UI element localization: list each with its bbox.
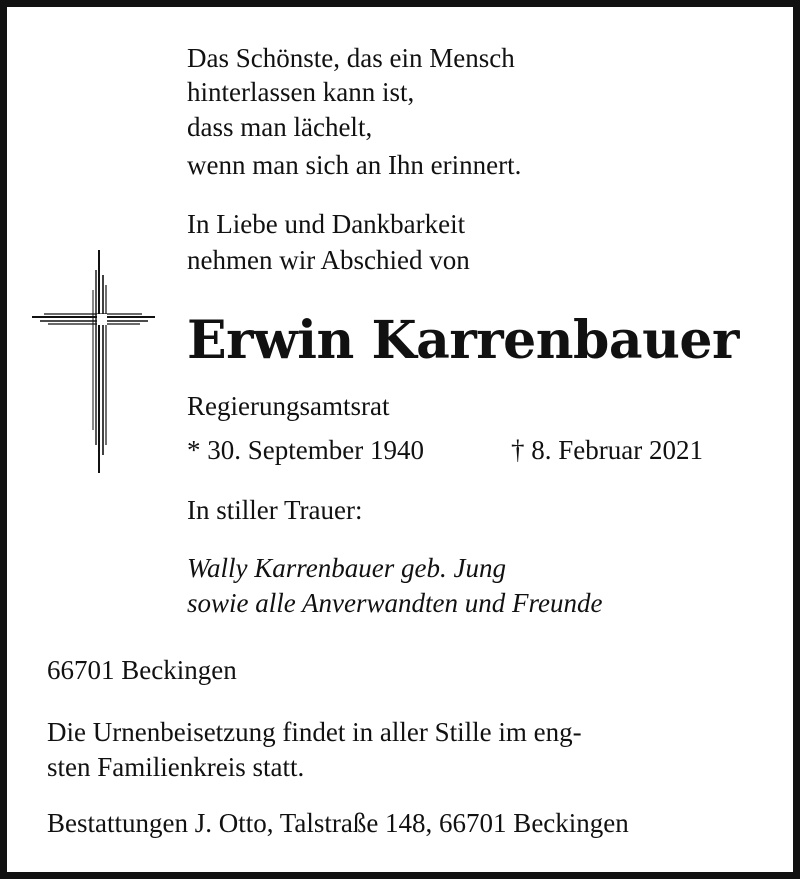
deceased-name: Erwin Karrenbauer (187, 310, 739, 371)
intro-line-2: nehmen wir Abschied von (187, 245, 470, 275)
intro-line-1: In Liebe und Dankbarkeit (187, 209, 466, 239)
birth-date: * 30. September 1940 (187, 435, 424, 465)
mourner-line-1: Wally Karrenbauer geb. Jung (187, 553, 506, 583)
mourning-label: In stiller Trauer: (187, 495, 363, 525)
mourner-line-2: sowie alle Anverwandten und Freunde (187, 588, 603, 618)
poem-line-3: dass man lächelt, (187, 112, 373, 142)
poem-line-4: wenn man sich an Ihn erinnert. (187, 150, 522, 180)
burial-note-line-2: sten Familienkreis statt. (47, 752, 305, 782)
deceased-title: Regierungsamtsrat (187, 391, 390, 421)
cross-icon (30, 245, 160, 477)
location: 66701 Beckingen (47, 655, 237, 685)
funeral-home: Bestattungen J. Otto, Talstraße 148, 66701 Beckingen (47, 808, 629, 838)
death-date: † 8. Februar 2021 (511, 435, 703, 465)
burial-note-line-1: Die Urnenbeisetzung findet in aller Stille im eng- (47, 717, 582, 747)
poem-line-1: Das Schönste, das ein Mensch (187, 43, 515, 73)
poem-line-2: hinterlassen kann ist, (187, 77, 415, 107)
